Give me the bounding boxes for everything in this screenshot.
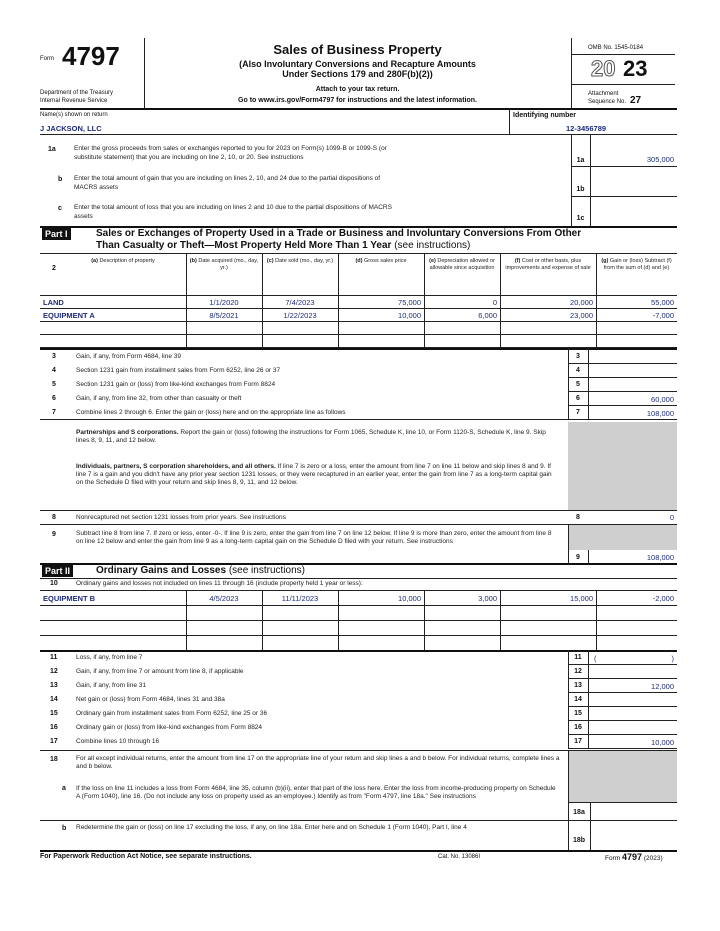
header-divider-right — [571, 38, 572, 108]
part2-cell[interactable]: -2,000 — [652, 594, 674, 603]
part1-title1: Sales or Exchanges of Property Used in a Trade or Business and Involuntary Conversions From Other — [96, 228, 582, 239]
line-7-box: 7 — [576, 409, 580, 416]
part1-cell[interactable]: -7,000 — [652, 311, 674, 320]
line-9-box: 9 — [568, 554, 588, 561]
line-3-num: 3 — [52, 353, 56, 360]
part2-cell[interactable]: 3,000 — [478, 594, 497, 603]
part2-row-rule — [40, 635, 677, 636]
part1-badge: Part I — [42, 228, 71, 240]
part2-title: Ordinary Gains and Losses (see instructions) — [96, 565, 305, 576]
line-17-num: 17 — [50, 738, 58, 745]
line-1a-rule — [571, 166, 677, 167]
footer-rule — [40, 850, 677, 852]
part1-cell[interactable]: LAND — [43, 298, 64, 307]
line-17-text: Combine lines 10 through 16 — [76, 738, 160, 745]
part1-cell[interactable]: 10,000 — [398, 311, 421, 320]
part2-col-divider — [338, 590, 339, 650]
part2-col-divider — [596, 590, 597, 650]
taxpayer-id[interactable]: 12-3456789 — [566, 124, 607, 133]
part2-cell[interactable]: EQUIPMENT B — [43, 594, 96, 603]
line-3-text: Gain, if any, from Form 4684, line 39 — [76, 353, 182, 360]
part2-lines-col-right — [588, 650, 589, 748]
line-4-box: 4 — [576, 367, 580, 374]
box-col-right — [590, 134, 591, 226]
part1-cell[interactable]: 1/1/2020 — [209, 298, 239, 307]
line-11-paren-open: ( — [594, 654, 597, 663]
line-6-rule — [568, 405, 677, 406]
line-3-rule — [568, 363, 677, 364]
line-15-rule — [568, 720, 677, 721]
form-number: 4797 — [62, 41, 120, 71]
year-rule — [571, 84, 675, 85]
part2-badge: Part II — [42, 565, 73, 577]
line-6-num: 6 — [52, 395, 56, 402]
part1-lines-top-rule — [40, 348, 677, 350]
line-1a-text1: Enter the gross proceeds from sales or exchanges reported to you for 2023 on Form(s) 1099-B or 1099-S (or — [74, 145, 387, 152]
part1-lines-bottom-rule — [40, 419, 677, 420]
line-18b-num: b — [62, 825, 67, 832]
line-3-box: 3 — [576, 353, 580, 360]
part2-cell[interactable]: 4/5/2023 — [209, 594, 239, 603]
part1-cell[interactable]: 8/5/2021 — [209, 311, 239, 320]
part1-title-rule — [40, 253, 677, 254]
line-11-paren-close: ) — [671, 654, 674, 663]
line-18a-rule — [40, 820, 677, 821]
part1-cell[interactable]: 75,000 — [398, 298, 421, 307]
name-label: Name(s) shown on return — [40, 112, 108, 118]
part1-cell[interactable]: 1/22/2023 — [283, 311, 317, 320]
line-7-text: Combine lines 2 through 6. Enter the gain or (loss) here and on the appropriate line as follows — [76, 409, 346, 416]
part2-cell[interactable]: 11/11/2023 — [281, 594, 319, 603]
part2-col-divider — [424, 590, 425, 650]
part1-cell[interactable]: 6,000 — [478, 311, 497, 320]
line-15-text: Ordinary gain from installment sales from Form 6252, line 25 or 36 — [76, 710, 268, 717]
line-17-value[interactable]: 10,000 — [651, 738, 674, 747]
line-13-rule — [568, 692, 677, 693]
part1-col-header-1: (b) Date acquired (mo., day, yr.) — [189, 258, 259, 271]
form-label: Form — [40, 56, 54, 62]
part1-col-header-0: (a) Description of property — [91, 258, 155, 264]
line-1a-value[interactable]: 305,000 — [646, 155, 674, 164]
part1-lines-col-left — [568, 348, 569, 419]
line-1b-text2: MACRS assets — [74, 184, 119, 191]
individuals-paragraph: Individuals, partners, S corporation shareholders, and all others. If line 7 is zero or a loss, enter the amount from line 7 on line 11 below and skip lines 8 and 9. If line 7 is a gain and you didn't have any prior year section 1231 losses, or they were recaptured in an earlier year, enter the gain from line 7 as a long-term capital gain on the Schedule D filed with your return and skip lines 8, 9, 11, and 12 below. — [76, 463, 552, 486]
part1-row-rule — [40, 308, 677, 309]
line-16-text: Ordinary gain or (loss) from like-kind exchanges from Form 8824 — [76, 724, 263, 731]
id-divider — [509, 109, 510, 134]
part1-col-header-3: (d) Gross sales price — [355, 258, 407, 264]
year-suffix: 23 — [623, 56, 648, 81]
line-10-rule — [40, 590, 677, 591]
line-7-num: 7 — [52, 409, 56, 416]
part2-lines-top-rule — [40, 650, 677, 652]
line-15-box: 15 — [574, 710, 582, 717]
goto-note: Go to www.irs.gov/Form4797 for instructions and the latest information. — [238, 97, 477, 104]
line-9-num: 9 — [52, 531, 56, 538]
part1-col-header-4: (e) Depreciation allowed or allowable since acquisition — [429, 258, 495, 271]
line-6-box: 6 — [576, 395, 580, 402]
line-18-col-right — [590, 802, 591, 850]
line-2-num: 2 — [52, 265, 56, 272]
taxpayer-name[interactable]: J JACKSON, LLC — [40, 124, 102, 133]
line-18-text: For all except individual returns, enter the amount from line 17 on the appropriate line of your return and skip lines a and b below. For individual returns, complete lines a and b below. — [76, 755, 560, 770]
line-13-num: 13 — [50, 682, 58, 689]
line-6-value[interactable]: 60,000 — [651, 395, 674, 404]
line-1b-text1: Enter the total amount of gain that you are including on lines 2, 10, and 24 due to the partial dispositions of — [74, 175, 381, 182]
line-18-num: 18 — [50, 756, 58, 763]
sequence-label: Sequence No. — [588, 99, 627, 105]
part1-cell[interactable]: 23,000 — [570, 311, 593, 320]
sequence-number: 27 — [630, 95, 642, 106]
line-17-box: 17 — [574, 738, 582, 745]
footer-form-ref: Form 4797 (2023) — [605, 852, 663, 862]
part1-col-header-6: (g) Gain or (loss) Subtract (f) from the sum of (d) and (e) — [601, 258, 672, 271]
line-1b-num: b — [58, 176, 63, 183]
line-16-rule — [568, 734, 677, 735]
line-12-box: 12 — [574, 668, 582, 675]
line-6-text: Gain, if any, from line 32, from other than casualty or theft — [76, 395, 242, 402]
line-9-col-right — [588, 550, 589, 563]
line-13-box: 13 — [574, 682, 582, 689]
part1-cell[interactable]: 7/4/2023 — [285, 298, 315, 307]
line-18-col-left — [568, 750, 569, 850]
line-5-rule — [568, 391, 677, 392]
form-subtitle1: (Also Involuntary Conversions and Recapture Amounts — [239, 59, 476, 69]
line-14-num: 14 — [50, 696, 58, 703]
part2-col-divider — [262, 590, 263, 650]
part2-col-divider — [500, 590, 501, 650]
shaded-block-2 — [568, 525, 677, 550]
part2-lines-bottom-rule — [40, 750, 677, 751]
line-9-text: Subtract line 8 from line 7. If zero or less, enter -0-. If line 9 is zero, enter the gain from line 7 on line 12 below. If line 9 is more than zero, enter the amount from line 8 on line 12 below and enter the gain from line 9 as a long-term capital gain on the Schedule D filed with your return. See instructions — [76, 530, 552, 545]
omb-number: OMB No. 1545-0184 — [588, 45, 644, 51]
line-1b-rule — [571, 196, 677, 197]
footer-notice: For Paperwork Reduction Act Notice, see separate instructions. — [40, 853, 252, 860]
line-1c-text1: Enter the total amount of loss that you are including on lines 2 and 10 due to the partial dispositions of MACRS — [74, 204, 392, 211]
attach-note: Attach to your tax return. — [315, 86, 400, 93]
line-11-box: 11 — [574, 654, 582, 661]
line-1c-box: 1c — [576, 215, 585, 222]
part2-lines-col-left — [568, 650, 569, 748]
line-1a-text2: substitute statement) that you are including on line 2, 10, or 20. See instructions — [74, 154, 304, 161]
line-12-num: 12 — [50, 668, 58, 675]
part1-col-header-5: (f) Cost or other basis, plus improvements and expense of sale — [505, 258, 591, 271]
part1-col-header-2: (c) Date sold (mo., day, yr.) — [266, 258, 334, 264]
line-18a-text: If the loss on line 11 includes a loss from Form 4684, line 35, column (b)(ii), enter that part of the loss here. Enter the loss from income-producing property on Schedule A (Form 1040), line 16. (Do not include any loss on property used as an employee.) Identify as from "Form 4797, line 18a." See instructions — [76, 785, 556, 800]
omb-rule — [571, 54, 675, 55]
line-18a-num: a — [62, 785, 66, 792]
line-15-num: 15 — [50, 710, 58, 717]
line-4-text: Section 1231 gain from installment sales from Form 6252, line 26 or 37 — [76, 367, 281, 374]
line-9-value[interactable]: 108,000 — [646, 553, 674, 562]
line-8-text: Nonrecaptured net section 1231 losses from prior years. See instructions — [76, 514, 286, 521]
partnerships-paragraph: Partnerships and S corporations. Report the gain or (loss) following the instructions for Form 1065, Schedule K, line 10, or Form 1120-S, Schedule K, line 9. Skip lines 8, 9, 11, and 12 below. — [76, 429, 546, 444]
part2-cell[interactable]: 10,000 — [398, 594, 421, 603]
part1-row-rule — [40, 321, 677, 322]
line-1b-box: 1b — [576, 186, 585, 193]
part1-lines-col-right — [588, 348, 589, 419]
line-5-text: Section 1231 gain or (loss) from like-kind exchanges from Form 8824 — [76, 381, 276, 388]
line-12-text: Gain, if any, from line 7 or amount from line 8, if applicable — [76, 668, 244, 675]
line-13-value[interactable]: 12,000 — [651, 682, 674, 691]
line-18b-box: 18b — [572, 837, 586, 844]
line-8-value[interactable]: 0 — [669, 513, 674, 522]
name-rule — [40, 134, 677, 135]
form-subtitle2: Under Sections 179 and 280F(b)(2)) — [282, 69, 433, 79]
line-11-rule — [568, 664, 677, 665]
line-4-rule — [568, 377, 677, 378]
line-12-rule — [568, 678, 677, 679]
form-title: Sales of Business Property — [273, 42, 442, 57]
part1-header-rule — [40, 295, 677, 296]
line-10-num: 10 — [50, 580, 58, 587]
line-14-rule — [568, 706, 677, 707]
line-18a-top-rule — [568, 802, 677, 803]
year-prefix: 20 — [591, 56, 616, 81]
line-16-num: 16 — [50, 724, 58, 731]
box-col-left — [571, 134, 572, 226]
part1-cell[interactable]: EQUIPMENT A — [43, 311, 95, 320]
line-13-text: Gain, if any, from line 31 — [76, 682, 146, 689]
line-5-box: 5 — [576, 381, 580, 388]
header-bottom-rule — [40, 108, 677, 110]
dept-line1: Department of the Treasury — [40, 90, 114, 96]
part2-col-divider — [186, 590, 187, 650]
dept-line2: Internal Revenue Service — [40, 98, 108, 104]
part2-row-rule — [40, 620, 677, 621]
line-11-num: 11 — [50, 654, 58, 661]
part2-title-rule — [40, 578, 677, 579]
part2-cell[interactable]: 15,000 — [570, 594, 593, 603]
line-14-box: 14 — [574, 696, 582, 703]
line-18a-box: 18a — [573, 809, 585, 816]
line-14-text: Net gain or (loss) from Form 4684, lines 31 and 38a — [76, 696, 225, 703]
line-11-text: Loss, if any, from line 7 — [76, 654, 143, 661]
line-8-num: 8 — [52, 514, 56, 521]
line-18b-text: Redetermine the gain or (loss) on line 17 excluding the loss, if any, on line 18a. Enter here and on Schedule 1 (Form 1040), Part I, line 4 — [76, 824, 467, 831]
part1-row-rule — [40, 334, 677, 335]
part1-title2: Than Casualty or Theft—Most Property Held More Than 1 Year (see instructions) — [96, 240, 471, 251]
line-1c-num: c — [58, 205, 62, 212]
part1-cell[interactable]: 20,000 — [570, 298, 593, 307]
line-1c-text2: assets — [74, 213, 93, 220]
line-8-box: 8 — [576, 514, 580, 521]
line-4-num: 4 — [52, 367, 56, 374]
part1-cell[interactable]: 0 — [492, 298, 497, 307]
line-9-col-left — [568, 525, 569, 563]
shaded-block-3 — [568, 750, 677, 802]
line-16-box: 16 — [574, 724, 582, 731]
attachment-label: Attachment — [588, 91, 619, 97]
line-1a-num: 1a — [48, 146, 56, 153]
line-1a-box: 1a — [576, 157, 585, 164]
footer-cat: Cat. No. 13086I — [438, 854, 481, 860]
id-label: Identifying number — [513, 112, 576, 119]
line-8-top-rule — [40, 510, 677, 511]
line-7-value[interactable]: 108,000 — [646, 409, 674, 418]
line-17-rule — [568, 748, 677, 749]
line-10-text: Ordinary gains and losses not included on lines 11 through 16 (include property held 1 year or less): — [76, 580, 363, 587]
part2-row-rule — [40, 605, 677, 606]
part1-cell[interactable]: 55,000 — [651, 298, 674, 307]
line-5-num: 5 — [52, 381, 56, 388]
shaded-block-1 — [568, 422, 677, 510]
